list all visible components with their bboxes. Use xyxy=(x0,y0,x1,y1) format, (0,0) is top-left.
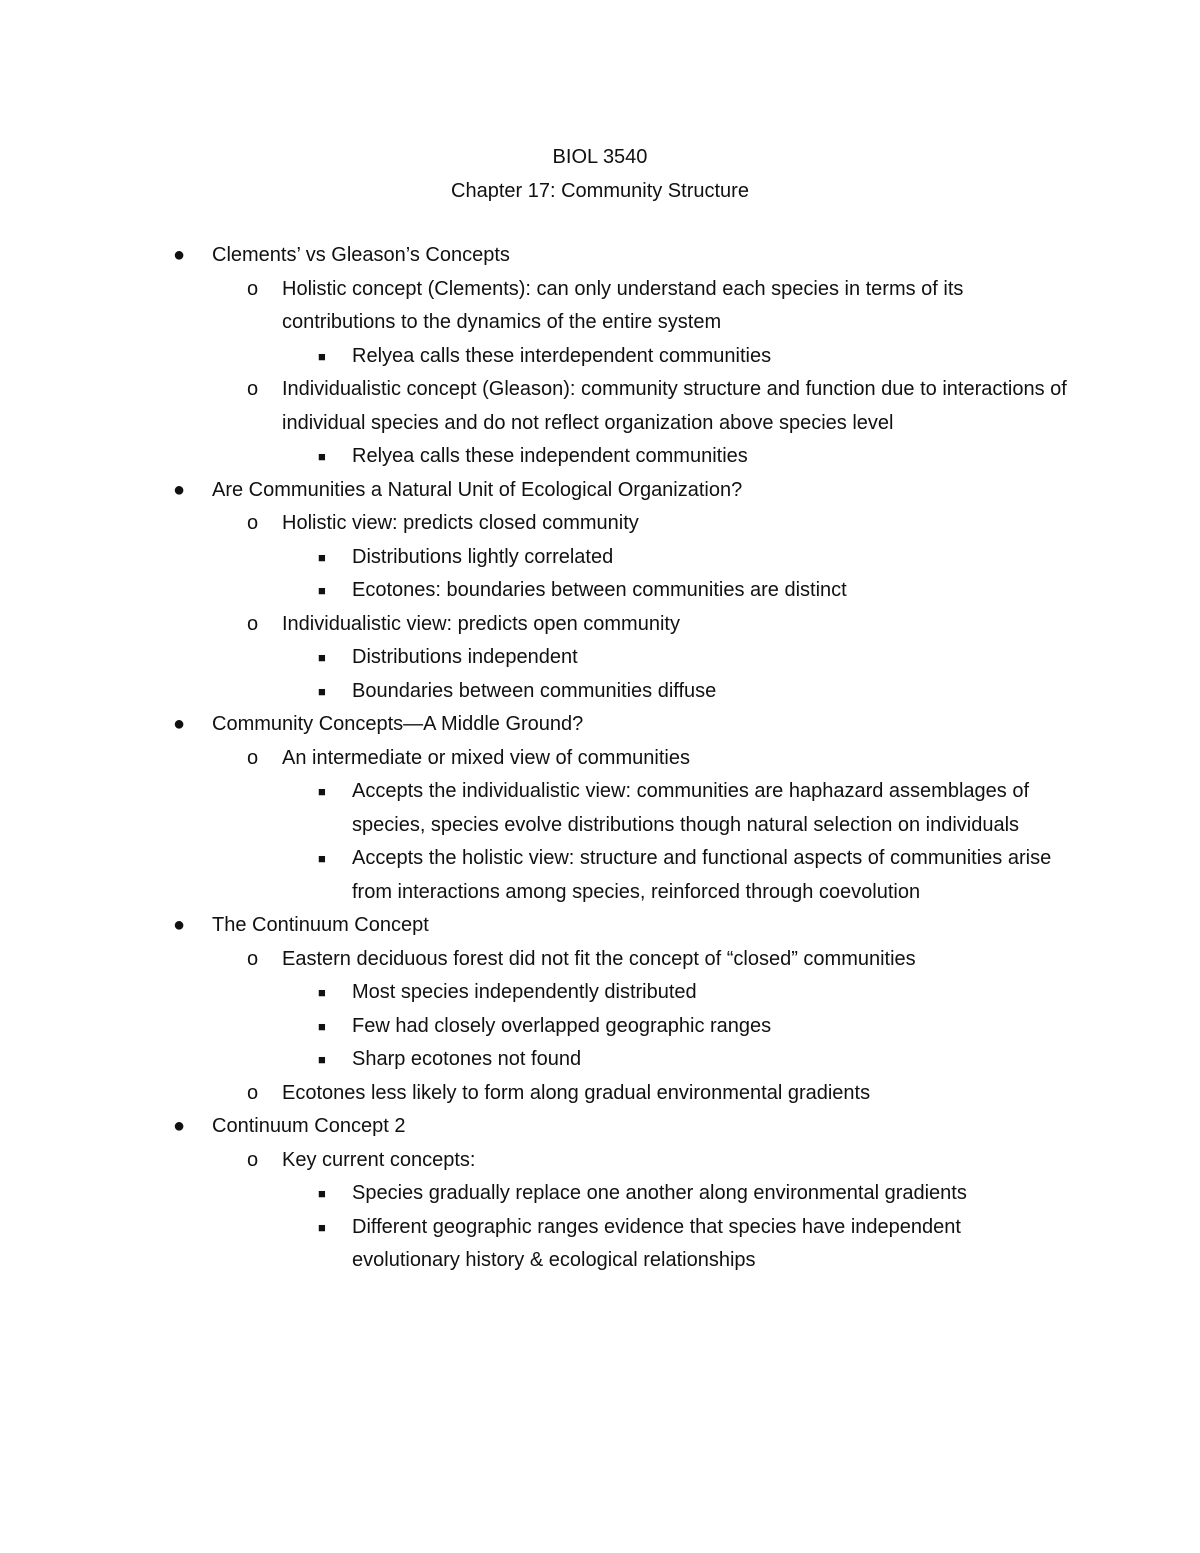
detail-item-text: Distributions lightly correlated xyxy=(352,545,614,568)
detail-item xyxy=(318,641,1072,675)
chapter-title: Chapter 17: Community Structure xyxy=(451,179,749,202)
bullet-square-icon: ■ xyxy=(318,985,326,1000)
outline-item-text: Holistic concept (Clements): can only understand each species in terms of its contributions to the dynamics of the entire system xyxy=(282,277,964,333)
detail-sublist xyxy=(282,340,1072,374)
bullet-circle-icon: o xyxy=(247,378,259,400)
bullet-disc-icon: ● xyxy=(173,1115,186,1137)
outline-item-text: An intermediate or mixed view of communities xyxy=(282,746,690,769)
bullet-square-icon: ■ xyxy=(318,1018,326,1034)
detail-item-text: Accepts the holistic view: structure and functional aspects of communities arise from interactions among species, reinforced through coevolution xyxy=(352,847,1052,903)
outline-item-text: Key current concepts: xyxy=(282,1148,476,1171)
bullet-square-icon: ■ xyxy=(318,1186,326,1201)
detail-item-text: Sharp ecotones not found xyxy=(352,1048,582,1070)
detail-item-text: Accepts the individualistic view: communities are haphazard assemblages of species, species evolve distributions though natural selection on individuals xyxy=(352,780,1030,836)
bullet-disc-icon: ● xyxy=(173,914,186,936)
detail-item-text: Boundaries between communities diffuse xyxy=(352,679,717,702)
section-sublist xyxy=(212,273,1072,474)
detail-item-text: Different geographic ranges evidence that species have independent evolutionary history & ecological relationships xyxy=(352,1215,961,1271)
detail-item-text: Species gradually replace one another along environmental gradients xyxy=(352,1182,967,1204)
detail-item-text: Few had closely overlapped geographic ranges xyxy=(352,1014,772,1037)
section-heading: Community Concepts—A Middle Ground? xyxy=(212,713,584,735)
section-item xyxy=(173,239,1072,474)
bullet-square-icon: ■ xyxy=(318,449,326,464)
detail-item-text: Relyea calls these interdependent communities xyxy=(352,344,772,367)
detail-item-text: Distributions independent xyxy=(352,646,578,668)
detail-item xyxy=(318,574,1072,608)
section-item xyxy=(173,708,1072,909)
section-heading: Are Communities a Natural Unit of Ecological Organization? xyxy=(212,478,743,501)
detail-sublist xyxy=(282,541,1072,608)
bullet-circle-icon: o xyxy=(247,947,259,970)
detail-item-text: Relyea calls these independent communities xyxy=(352,445,748,467)
bullet-circle-icon: o xyxy=(247,612,259,635)
detail-item xyxy=(318,675,1072,709)
bullet-square-icon: ■ xyxy=(318,784,326,799)
outline-item xyxy=(247,1077,1072,1111)
bullet-disc-icon: ● xyxy=(173,478,186,501)
bullet-circle-icon: o xyxy=(247,512,259,534)
outline-item-text: Ecotones less likely to form along gradual environmental gradients xyxy=(282,1081,871,1104)
outline-item xyxy=(247,373,1072,474)
detail-item xyxy=(318,842,1072,909)
detail-sublist xyxy=(282,641,1072,708)
outline-item-text: Holistic view: predicts closed community xyxy=(282,512,639,534)
detail-sublist xyxy=(282,440,1072,474)
bullet-square-icon: ■ xyxy=(318,683,326,699)
notes-outline xyxy=(0,239,1200,1278)
bullet-square-icon: ■ xyxy=(318,851,326,866)
detail-sublist xyxy=(282,1177,1072,1278)
course-title: BIOL 3540 xyxy=(552,146,648,168)
section-sublist xyxy=(212,943,1072,1111)
bullet-disc-icon: ● xyxy=(173,713,186,735)
section-heading: Clements’ vs Gleason’s Concepts xyxy=(212,244,510,266)
section-item xyxy=(173,474,1072,709)
detail-item xyxy=(318,340,1072,374)
bullet-disc-icon: ● xyxy=(173,244,186,266)
section-heading: Continuum Concept 2 xyxy=(212,1115,406,1137)
outline-item xyxy=(247,943,1072,1077)
outline-item xyxy=(247,273,1072,374)
section-sublist xyxy=(212,742,1072,910)
detail-item xyxy=(318,541,1072,575)
detail-item xyxy=(318,775,1072,842)
outline-item-text: Individualistic view: predicts open community xyxy=(282,612,680,635)
detail-item-text: Ecotones: boundaries between communities are distinct xyxy=(352,579,847,601)
outline-item xyxy=(247,507,1072,608)
bullet-square-icon: ■ xyxy=(318,549,326,565)
bullet-square-icon: ■ xyxy=(318,583,326,598)
detail-item xyxy=(318,1211,1072,1278)
bullet-circle-icon: o xyxy=(247,1148,259,1171)
section-sublist xyxy=(212,507,1072,708)
outline-item xyxy=(247,608,1072,709)
detail-item xyxy=(318,440,1072,474)
detail-sublist xyxy=(282,976,1072,1077)
section-sublist xyxy=(212,1144,1072,1278)
detail-item-text: Most species independently distributed xyxy=(352,981,697,1003)
bullet-square-icon: ■ xyxy=(318,1052,326,1067)
bullet-square-icon: ■ xyxy=(318,1219,326,1235)
outline-item xyxy=(247,1144,1072,1278)
bullet-circle-icon: o xyxy=(247,1081,259,1104)
detail-item xyxy=(318,1043,1072,1077)
section-heading: The Continuum Concept xyxy=(212,914,429,936)
bullet-circle-icon: o xyxy=(247,746,259,769)
bullet-square-icon: ■ xyxy=(318,348,326,364)
detail-item xyxy=(318,1177,1072,1211)
outline-item xyxy=(247,742,1072,910)
detail-item xyxy=(318,1010,1072,1044)
outline-item-text: Individualistic concept (Gleason): community structure and function due to interactions of individual species and do not reflect organization above species level xyxy=(282,378,1067,434)
section-item xyxy=(173,909,1072,1110)
section-item xyxy=(173,1110,1072,1278)
bullet-circle-icon: o xyxy=(247,277,259,300)
detail-item xyxy=(318,976,1072,1010)
outline-item-text: Eastern deciduous forest did not fit the concept of “closed” communities xyxy=(282,947,916,970)
bullet-square-icon: ■ xyxy=(318,650,326,665)
detail-sublist xyxy=(282,775,1072,909)
